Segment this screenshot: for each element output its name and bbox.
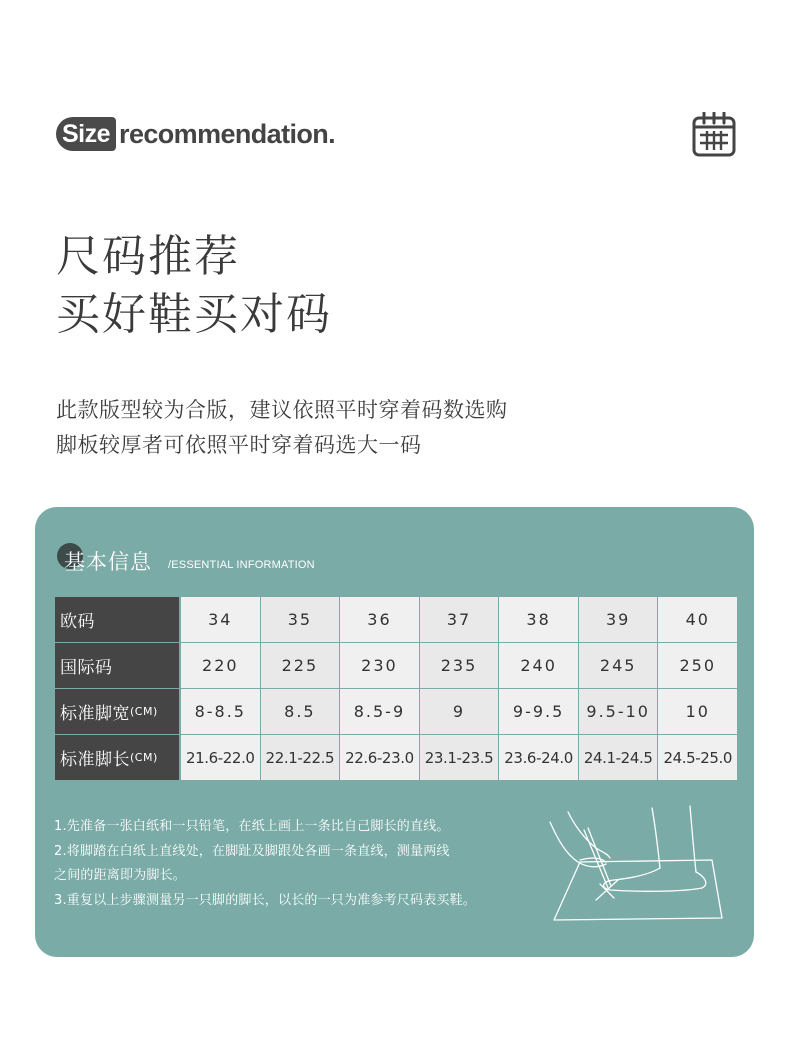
row-unit: (CM) xyxy=(130,751,158,764)
size-table-row xyxy=(55,597,737,642)
size-cell: 22.1-22.5 xyxy=(261,735,340,780)
calendar-icon xyxy=(692,112,736,158)
size-cell: 10 xyxy=(658,689,737,734)
row-header xyxy=(55,735,179,780)
size-cell: 23.6-24.0 xyxy=(499,735,578,780)
step-line: 3.重复以上步骤测量另一只脚的脚长，以长的一只为准参考尺码表买鞋。 xyxy=(54,892,477,908)
description-line-2: 脚板较厚者可依照平时穿着码选大一码 xyxy=(56,433,422,457)
headline-line-1: 尺码推荐 xyxy=(56,231,240,282)
size-cell: 8.5-9 xyxy=(340,689,419,734)
foot-measuring-icon xyxy=(540,800,730,928)
headline-line-2: 买好鞋买对码 xyxy=(56,289,332,340)
size-cell: 220 xyxy=(181,643,260,688)
size-cell: 23.1-23.5 xyxy=(420,735,499,780)
size-cell: 40 xyxy=(658,597,737,642)
size-cell: 225 xyxy=(261,643,340,688)
row-label: 欧码 xyxy=(60,612,95,632)
section-title: 基本信息 xyxy=(64,550,152,574)
step-line: 1.先准备一张白纸和一只铅笔，在纸上画上一条比自己脚长的直线。 xyxy=(54,819,450,834)
step-line: 之间的距离即为脚长。 xyxy=(54,868,187,883)
row-label: 国际码 xyxy=(60,658,113,678)
brand-text: recommendation. xyxy=(119,118,336,149)
size-table-row xyxy=(55,735,737,780)
row-header xyxy=(55,597,179,642)
size-cell: 9-9.5 xyxy=(499,689,578,734)
row-header xyxy=(55,689,179,734)
size-table-row xyxy=(55,643,737,688)
size-cell: 39 xyxy=(579,597,658,642)
size-cell: 21.6-22.0 xyxy=(181,735,260,780)
size-cell: 245 xyxy=(579,643,658,688)
size-cell: 22.6-23.0 xyxy=(340,735,419,780)
row-unit: (CM) xyxy=(130,705,158,718)
size-cell: 34 xyxy=(181,597,260,642)
size-cell: 240 xyxy=(499,643,578,688)
step-line: 2.将脚踏在白纸上直线处，在脚趾及脚跟处各画一条直线，测量两线 xyxy=(54,843,450,859)
size-cell: 36 xyxy=(340,597,419,642)
size-cell: 35 xyxy=(261,597,340,642)
size-cell: 38 xyxy=(499,597,578,642)
size-cell: 230 xyxy=(340,643,419,688)
size-cell: 24.1-24.5 xyxy=(579,735,658,780)
measuring-steps xyxy=(54,815,476,913)
row-label: 标准脚长 xyxy=(60,750,130,770)
size-cell: 250 xyxy=(658,643,737,688)
row-header xyxy=(55,643,179,688)
size-cell: 9.5-10 xyxy=(579,689,658,734)
size-cell: 9 xyxy=(420,689,499,734)
brand-pill: Size xyxy=(56,117,116,151)
size-table xyxy=(55,597,737,781)
size-cell: 37 xyxy=(420,597,499,642)
size-table-row xyxy=(55,689,737,734)
row-label: 标准脚宽 xyxy=(60,704,130,724)
brand-logo xyxy=(56,114,335,154)
size-cell: 235 xyxy=(420,643,499,688)
size-cell: 24.5-25.0 xyxy=(658,735,737,780)
size-cell: 8.5 xyxy=(261,689,340,734)
section-subtitle: /ESSENTIAL INFORMATION xyxy=(168,559,315,571)
description-line-1: 此款版型较为合版，建议依照平时穿着码数选购 xyxy=(56,398,508,422)
size-cell: 8-8.5 xyxy=(181,689,260,734)
